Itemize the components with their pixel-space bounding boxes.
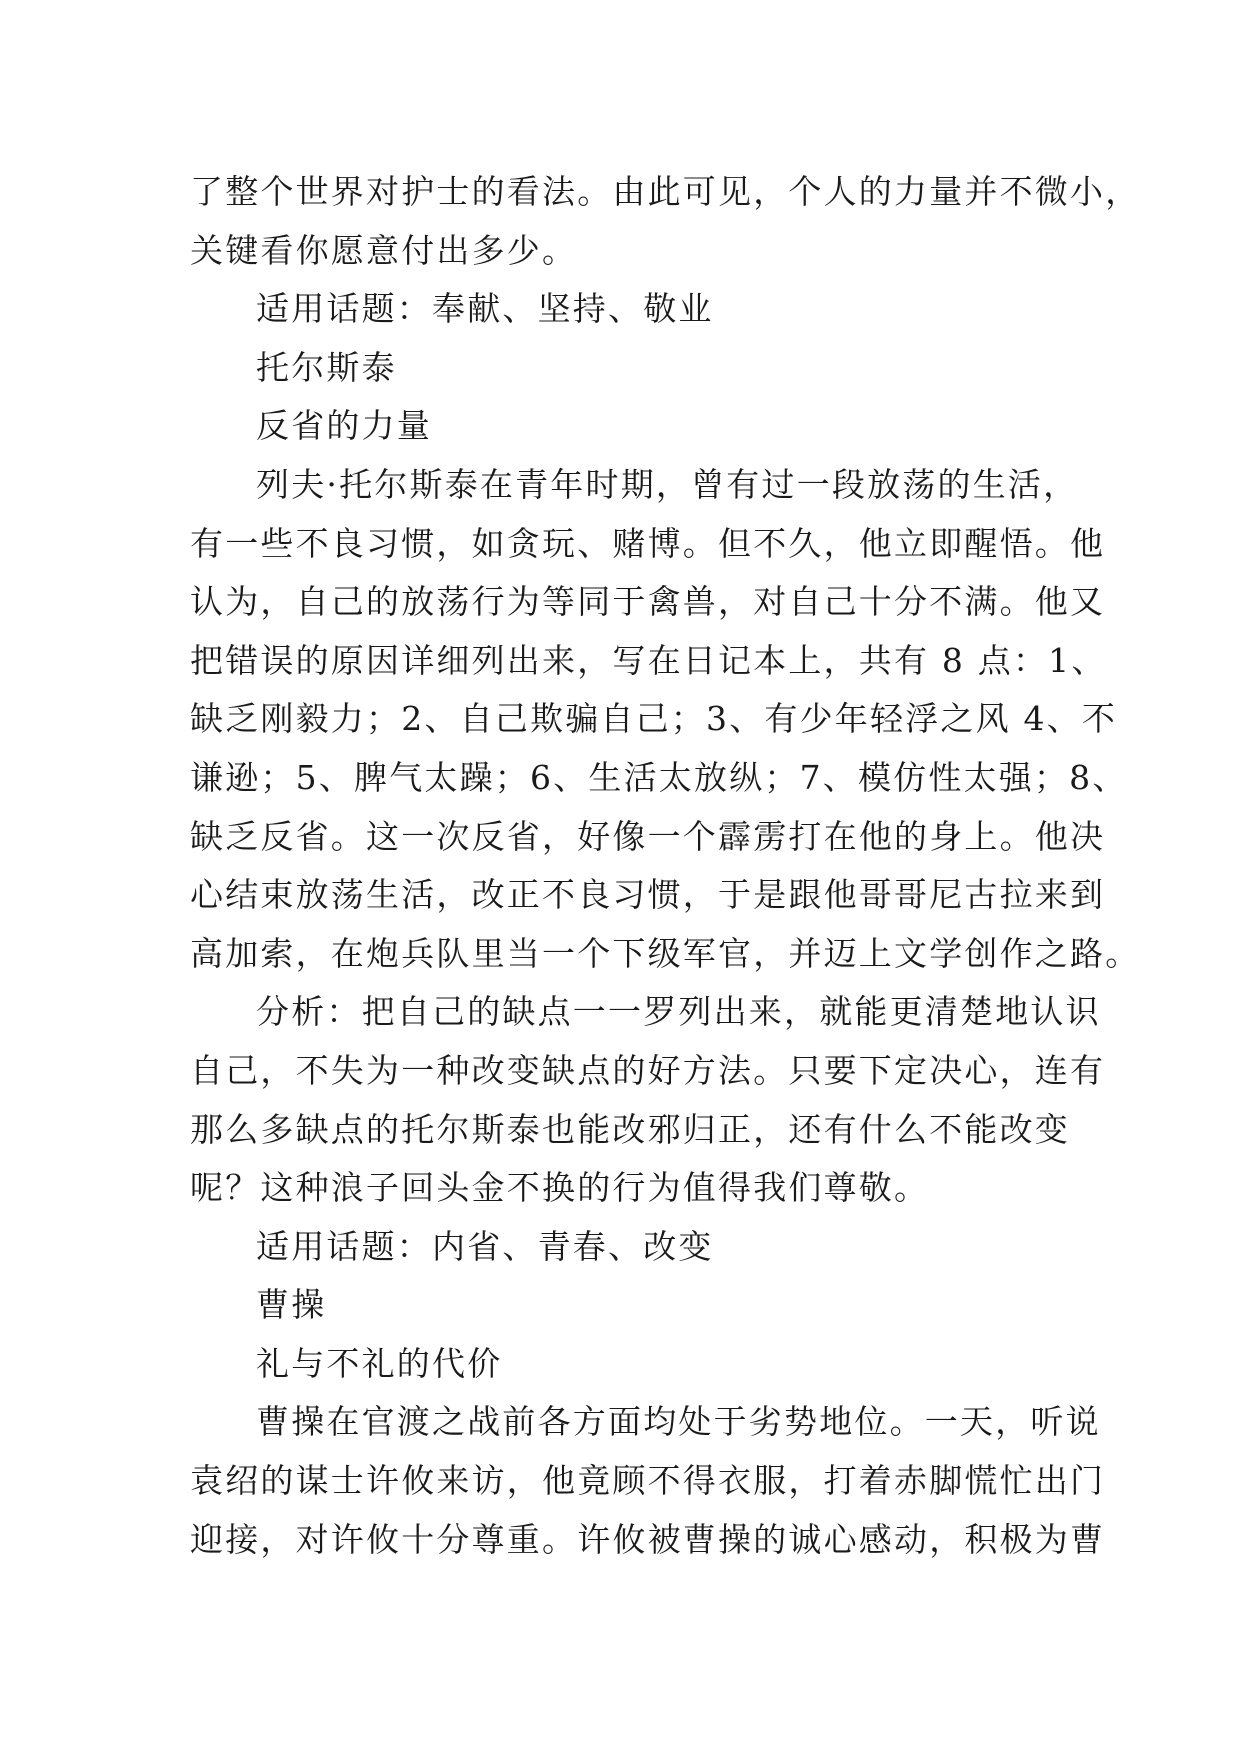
text-line: 把错误的原因详细列出来，写在日记本上，共有 8 点：1、 [190, 640, 1107, 680]
text-line: 关键看你愿意付出多少。 [190, 230, 578, 270]
text-line: 自己，不失为一种改变缺点的好方法。只要下定决心，连有 [190, 1050, 1106, 1090]
text-line: 了整个世界对护士的看法。由此可见，个人的力量并不微小， [190, 172, 1141, 211]
section-subtitle: 反省的力量 [256, 406, 432, 446]
section-person-name: 托尔斯泰 [256, 347, 397, 387]
topic-line: 适用话题：内省、青春、改变 [256, 1226, 714, 1266]
text-line: 缺乏反省。这一次反省，好像一个霹雳打在他的身上。他决 [190, 816, 1106, 856]
section-person-name: 曹操 [256, 1285, 327, 1325]
analysis-line: 分析：把自己的缺点一一罗列出来，就能更清楚地认识 [256, 992, 1101, 1032]
text-line: 认为，自己的放荡行为等同于禽兽，对自己十分不满。他又 [190, 582, 1106, 622]
text-line: 那么多缺点的托尔斯泰也能改邪归正，还有什么不能改变 [190, 1109, 1070, 1149]
text-line: 曹操在官渡之战前各方面均处于劣势地位。一天，听说 [256, 1402, 1101, 1442]
text-line: 呢？这种浪子回头金不换的行为值得我们尊敬。 [190, 1168, 930, 1208]
text-line: 高加索，在炮兵队里当一个下级军官，并迈上文学创作之路。 [190, 933, 1141, 973]
text-line: 有一些不良习惯，如贪玩、赌博。但不久，他立即醒悟。他 [190, 523, 1106, 563]
text-line: 缺乏刚毅力；2、自己欺骗自己；3、有少年轻浮之风 4、不 [190, 699, 1118, 739]
text-line: 谦逊；5、脾气太躁；6、生活太放纵；7、模仿性太强；8、 [190, 757, 1128, 797]
document-body [190, 163, 1141, 1569]
topic-line: 适用话题：奉献、坚持、敬业 [256, 289, 714, 329]
text-line: 心结束放荡生活，改正不良习惯，于是跟他哥哥尼古拉来到 [190, 875, 1106, 915]
section-subtitle: 礼与不礼的代价 [256, 1343, 503, 1383]
text-line: 列夫·托尔斯泰在青年时期，曾有过一段放荡的生活， [256, 464, 1079, 504]
text-line: 袁绍的谋士许攸来访，他竟顾不得衣服，打着赤脚慌忙出门 [190, 1461, 1106, 1501]
text-line: 迎接，对许攸十分尊重。许攸被曹操的诚心感动，积极为曹 [190, 1519, 1106, 1559]
